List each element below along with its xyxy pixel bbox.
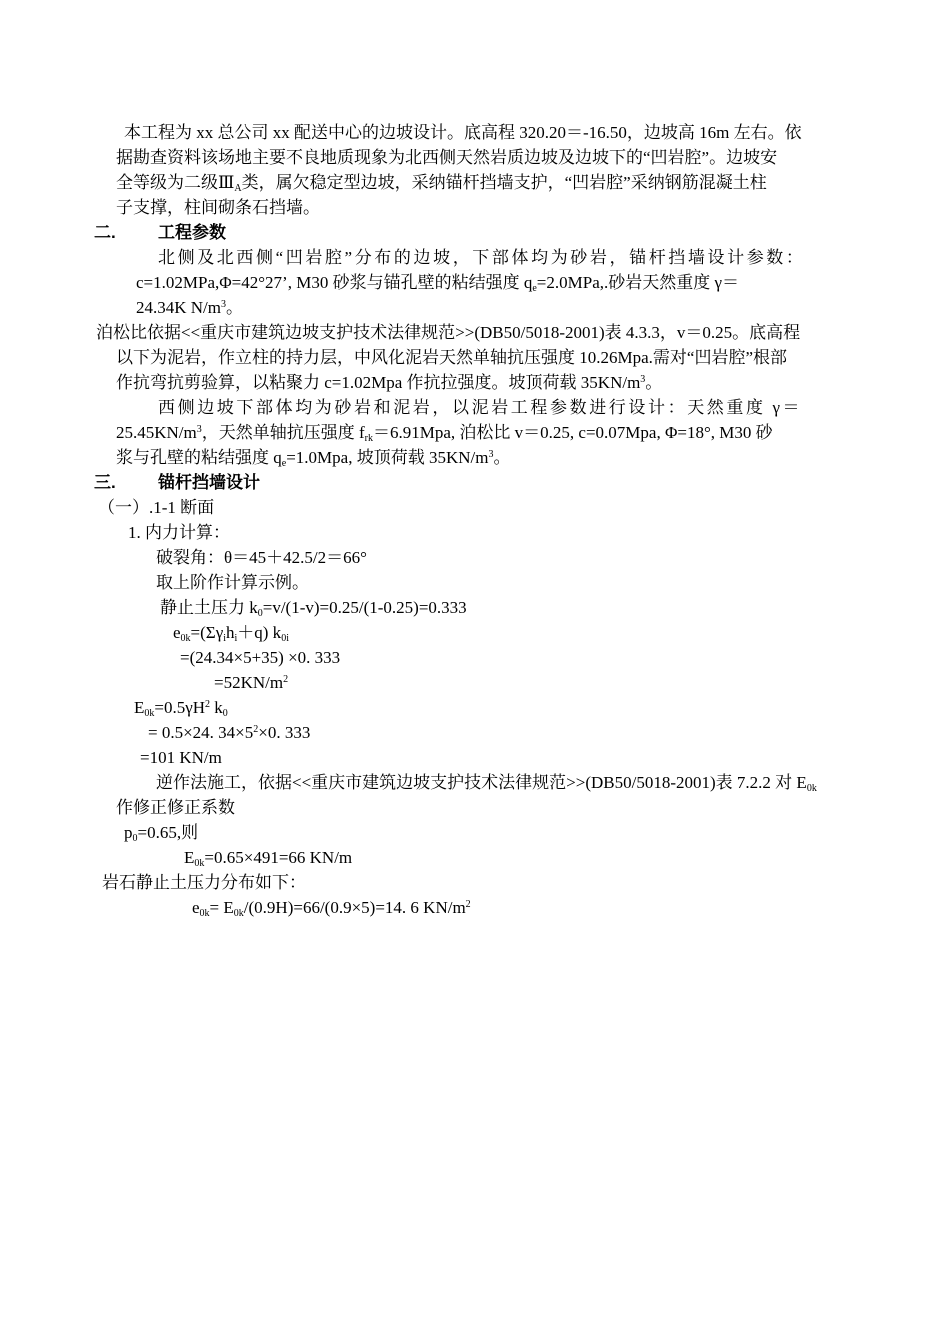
intro-line-4: 子支撑，柱间砌条石挡墙。 (116, 198, 320, 217)
intro-line-1: 本工程为 xx 总公司 xx 配送中心的边坡设计。底高程 320.20＝-16.50，边坡高 16m 左右。依 (124, 123, 802, 142)
E0k-formula: $E_{0k}=0.5\gamma H^2$ $k_0$ (134, 698, 228, 719)
s2-p3-line-3: 浆与孔壁的粘结强度 $q_e=1.0Mpa$, 坡顶荷载 $35KN/m^3$。 (116, 448, 511, 469)
s2-p3-line-1: 西侧边坡下部体均为砂岩和泥岩，以泥岩工程参数进行设计：天然重度 γ＝ (158, 398, 803, 417)
intro-line-3: 全等级为二级$Ⅲ_A$类，属欠稳定型边坡，采纳锚杆挡墙支护，“凹岩腔”采纳钢筋混凝土柱 (116, 173, 767, 194)
rock-pressure-formula: $e_{0k}= E_{0k}/(0.9H)=66/(0.9\times 5)=14$. 6 $KN/m^2$ (192, 898, 471, 919)
k0-formula: 静止土压力 $k_0=v/(1-v)=0.25/(1-0.25)=0.333$ (160, 598, 467, 619)
e0k-formula-step-2: =(24.34×5+35) ×0. 333 (180, 648, 341, 667)
E0k-formula-step-2: = 0.5×24. $34\times 5^2\times 0$. 333 (148, 723, 311, 742)
s2-p2-line-2: 以下为泥岩，作立柱的持力层，中风化泥岩天然单轴抗压强度 10.26Mpa.需对“凹岩腔”根部 (116, 348, 788, 367)
sample-line: 取上阶作计算示例。 (156, 573, 309, 592)
e0k-formula-result: $=52KN/m^2$ (214, 673, 289, 692)
p0-line: $p_0=0.65$,则 (124, 823, 199, 844)
section-3-title: 锚杆挡墙设计 (158, 473, 260, 492)
crack-angle-line: 破裂角：θ＝45＋42.5/2＝66° (156, 548, 367, 567)
E0k-formula-result: =101 KN/m (140, 748, 222, 767)
rock-pressure-heading: 岩石静止土压力分布如下： (102, 873, 306, 892)
reverse-method-line-1: 逆作法施工，依据<<重庆市建筑边坡支护技术法律规范>>(DB50/5018-2001)表 7.2.2 对 $E_{0k}$ (156, 773, 817, 794)
s2-p2-line-3: 作抗弯抗剪验算，以粘聚力 c=1.02Mpa 作抗拉强度。坡顶荷载 $35KN/m^3$。 (116, 373, 663, 392)
section-2-number: 二. (94, 223, 116, 242)
item-1-heading: 1. 内力计算： (128, 523, 230, 542)
s2-p1-line-3: 24.34K $N/m^3$。 (136, 298, 243, 317)
section-3-number: 三. (94, 473, 116, 492)
s2-p3-line-2: $25.45KN/m^3$，天然单轴抗压强度 $f_{rk}=6.91Mpa$, 泊松比 v＝0.25, c=0.07Mpa, Φ=18°, M30 砂 (116, 423, 773, 444)
s2-p1-line-2: c=1.02MPa,Φ=42°27’, M30 砂浆与锚孔壁的粘结强度 $q_e=2.0MPa$,.砂岩天然重度 γ＝ (136, 273, 740, 294)
intro-line-2: 据勘查资料该场地主要不良地质现象为北西侧天然岩质边坡及边坡下的“凹岩腔”。边坡安 (116, 148, 778, 167)
s2-p2-line-1: 泊松比依据<<重庆市建筑边坡支护技术法律规范>>(DB50/5018-2001)表 4.3.3，v＝0.25。底高程 (96, 323, 801, 342)
s2-p1-line-1: 北侧及北西侧“凹岩腔”分布的边坡，下部体均为砂岩，锚杆挡墙设计参数： (158, 248, 806, 267)
subsection-1-1: （一）.1-1 断面 (98, 498, 215, 517)
reverse-method-line-2: 作修正修正系数 (116, 798, 235, 817)
e0k-formula: $e_{0k}=(\Sigma\gamma_ih_i+q)$ $k_{0i}$ (173, 623, 289, 644)
E0k-corrected: $E_{0k}=0.65\times 491=66$ KN/m (184, 848, 353, 869)
section-2-title: 工程参数 (158, 223, 226, 242)
